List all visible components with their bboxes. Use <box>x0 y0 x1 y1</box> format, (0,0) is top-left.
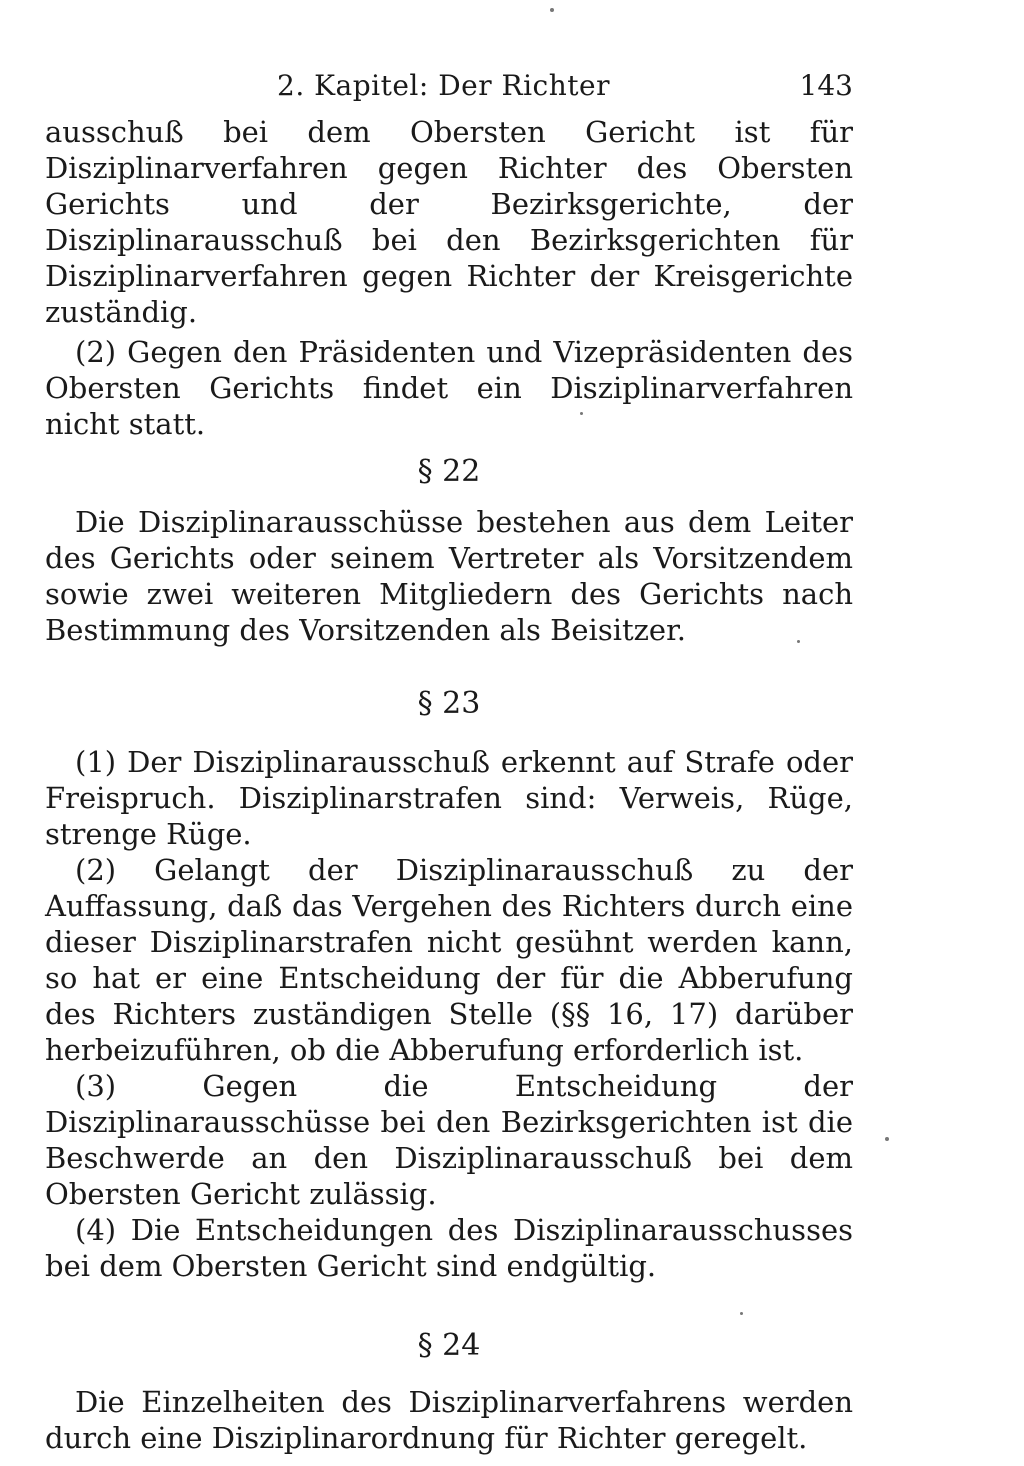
section-23-paragraph-2: (2) Gelangt der Disziplinarausschuß zu der Auffassung, daß das Vergehen des Richters durch eine dieser Disziplinarstrafen nicht gesühnt werden kann, so hat er eine Entscheidung der für die Abberufung des Richters zuständigen Stelle (§§ 16, 17) darüber herbeizuführen, ob die Abberufung erforderlich ist. <box>45 853 853 1067</box>
running-head: 2. Kapitel: Der Richter <box>277 69 610 102</box>
section-23-paragraph-1: (1) Der Disziplinarausschuß erkennt auf Strafe oder Freispruch. Disziplinarstrafen sind: Verweis, Rüge, strenge Rüge. <box>45 745 853 851</box>
section-22-paragraph: Die Disziplinarausschüsse bestehen aus dem Leiter des Gerichts oder seinem Vertreter als Vorsitzendem sowie zwei weiteren Mitgliedern des Gerichts nach Bestimmung des Vorsitzenden als Beisitzer. <box>45 505 853 647</box>
speck <box>550 8 554 12</box>
speck <box>885 1137 889 1141</box>
section-heading-22: § 22 <box>417 454 481 489</box>
section-heading-24: § 24 <box>417 1328 481 1363</box>
section-23-paragraph-3: (3) Gegen die Entscheidung der Disziplinarausschüsse bei den Bezirksgerichten ist die Beschwerde an den Disziplinarausschuß bei dem Obersten Gericht zulässig. <box>45 1069 853 1211</box>
section-heading-23: § 23 <box>417 686 481 721</box>
speck <box>580 412 583 415</box>
section-23-paragraph-4: (4) Die Entscheidungen des Disziplinarausschusses bei dem Obersten Gericht sind endgültig. <box>45 1213 853 1283</box>
speck <box>740 1312 743 1315</box>
speck <box>797 640 800 643</box>
page-number: 143 <box>799 69 853 102</box>
paragraph-2: (2) Gegen den Präsidenten und Vizepräsidenten des Obersten Gerichts findet ein Disziplinarverfahren nicht statt. <box>45 335 853 441</box>
book-page <box>45 62 853 1455</box>
section-24-paragraph: Die Einzelheiten des Disziplinarverfahrens werden durch eine Disziplinarordnung für Richter geregelt. <box>45 1385 853 1455</box>
continuation-paragraph: ausschuß bei dem Obersten Gericht ist für Disziplinarverfahren gegen Richter des Obersten Gerichts und der Bezirksgerichte, der Disziplinarausschuß bei den Bezirksgerichten für Disziplinarverfahren gegen Richter der Kreisgerichte zuständig. <box>45 115 853 329</box>
page-header <box>45 62 853 114</box>
